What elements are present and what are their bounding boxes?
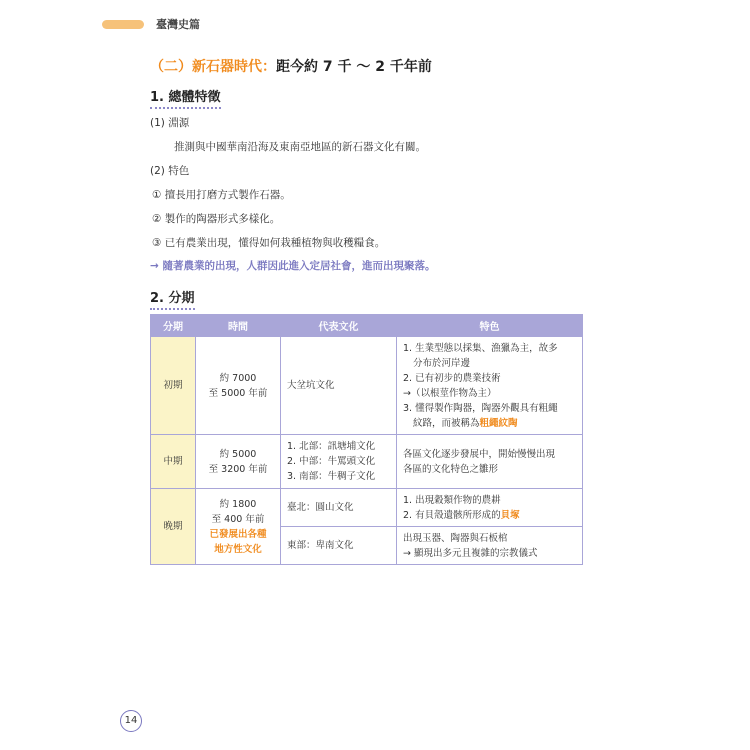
early-feature-3b-text: 紋路，而被稱為 [413,417,480,429]
feature-item-1: ① 擅長用打磨方式製作石器。 [152,189,291,201]
header-features: 特色 [397,315,583,337]
section-title [150,56,432,76]
early-feature-3: 3. 懂得製作陶器，陶器外觀具有粗繩 [403,402,558,414]
features-late-east [397,527,583,565]
header-period: 分期 [151,315,196,337]
features-label: (2) 特色 [150,165,190,177]
time-late-highlight-2: 地方性文化 [214,543,262,555]
culture-middle [281,435,397,489]
table-header-row [151,315,583,337]
feature-item-2: ② 製作的陶器形式多樣化。 [152,213,281,225]
page-number: 14 [120,710,142,732]
early-feature-2: 2. 已有初步的農業技術 [403,372,501,384]
time-late [196,489,281,565]
chapter-title: 臺灣史篇 [156,18,200,31]
time-late-line-2: 至 400 年前 [211,513,265,525]
time-late-highlight-1: 已發展出各種 [209,528,267,540]
period-middle: 中期 [151,435,196,489]
header-time: 時間 [196,315,281,337]
header-decoration-bar [102,20,144,29]
time-middle-line-2: 至 3200 年前 [208,463,268,475]
feature-item-3: ③ 已有農業出現，懂得如何栽種植物與收穫糧食。 [152,237,386,249]
early-feature-highlight: 粗繩紋陶 [479,417,518,429]
middle-feature-1: 各區文化逐步發展中，開始慢慢出現 [403,448,556,460]
period-early: 初期 [151,337,196,435]
time-middle [196,435,281,489]
time-middle-line-1: 約 5000 [219,448,257,460]
middle-culture-3: 3. 南部：牛稠子文化 [287,471,376,482]
late-east-feature-2: → 顯現出多元且複雜的宗教儀式 [403,547,538,559]
culture-early: 大坌坑文化 [281,337,397,435]
time-late-line-1: 約 1800 [219,498,257,510]
early-feature-2b: →（以根莖作物為主） [403,387,497,399]
table-row-late-north [151,489,583,527]
late-north-feature-2-text: 2. 有貝殼遺骸所形成的 [403,509,501,521]
features-late-north [397,489,583,527]
late-north-feature-2 [403,508,576,523]
late-north-feature-highlight: 貝塚 [500,509,520,521]
early-feature-3b [403,416,576,431]
periods-table [150,314,583,565]
middle-feature-2: 各區的文化特色之雛形 [403,463,499,475]
time-early-line-2: 至 5000 年前 [208,387,268,399]
periods-heading: 2. 分期 [150,287,195,310]
middle-culture-1: 1. 北部：訊塘埔文化 [287,441,376,452]
overview-heading: 1. 總體特徵 [150,86,221,109]
section-title-rest: 距今約 7 千 ～ 2 千年前 [276,59,432,75]
section-title-prefix: （二）新石器時代： [150,59,276,75]
culture-late-east: 東部：卑南文化 [281,527,397,565]
table-row-middle [151,435,583,489]
time-early-line-1: 約 7000 [219,372,257,384]
features-middle [397,435,583,489]
time-early [196,337,281,435]
late-east-feature-1: 出現玉器、陶器與石板棺 [403,532,508,544]
origin-text: 推測與中國華南沿海及東南亞地區的新石器文化有關。 [174,141,426,153]
settlement-note: → 隨著農業的出現，人群因此進入定居社會，進而出現聚落。 [150,260,436,272]
early-feature-1b: 分布於河岸邊 [413,357,471,369]
header-culture: 代表文化 [281,315,397,337]
period-late: 晚期 [151,489,196,565]
late-north-feature-1: 1. 出現穀類作物的農耕 [403,494,501,506]
culture-late-north: 臺北：圓山文化 [281,489,397,527]
table-row-early [151,337,583,435]
early-feature-1: 1. 生業型態以採集、漁獵為主，故多 [403,342,558,354]
features-early [397,337,583,435]
middle-culture-2: 2. 中部：牛罵頭文化 [287,456,376,467]
origin-label: (1) 淵源 [150,117,190,129]
